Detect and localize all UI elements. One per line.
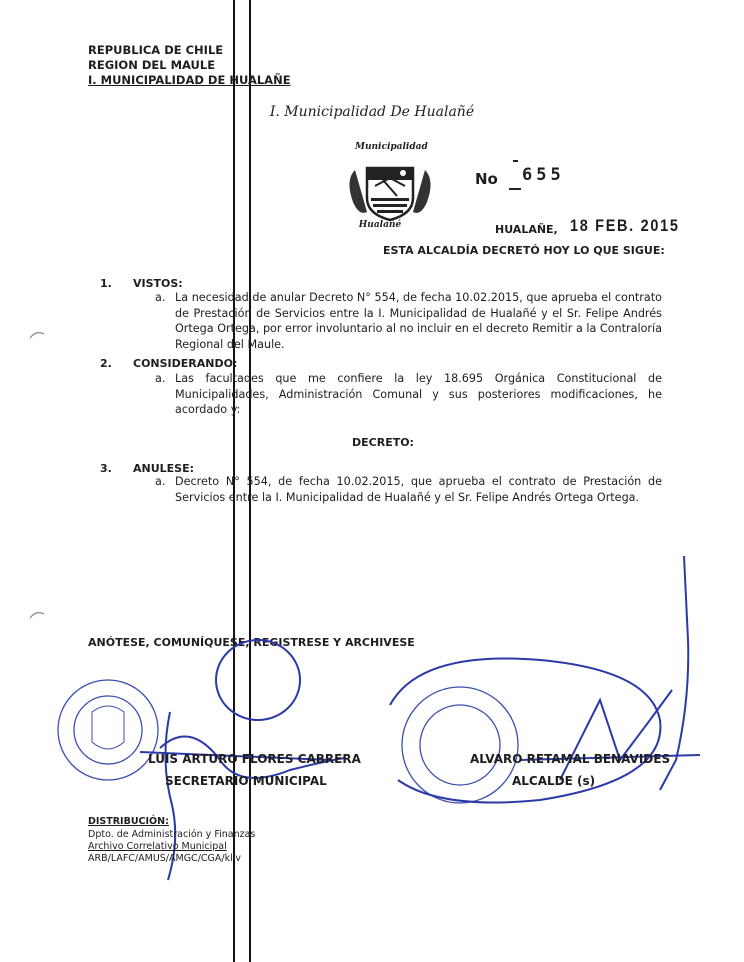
section-1-heading: VISTOS: — [133, 277, 183, 290]
emblem-bottom-text: Hualañé — [358, 220, 402, 230]
section-2-heading: CONSIDERANDO: — [133, 357, 238, 370]
decree-intro: ESTA ALCALDÍA DECRETÓ HOY LO QUE SIGUE: — [383, 244, 665, 257]
decree-heading: DECRETO: — [352, 436, 414, 449]
right-stamp-icon — [402, 687, 518, 803]
secretary-title: SECRETARIO MUNICIPAL — [165, 774, 327, 788]
header-country: REPUBLICA DE CHILE — [88, 43, 224, 57]
distribution-line-2: Archivo Correlativo Municipal — [88, 841, 227, 852]
date-value: 18 FEB. 2015 — [570, 216, 680, 235]
section-2-item-text: Las facultades que me confiere la ley 18.695 Orgánica Constitucional de Municipalidades, Administración Comunal y sus posteriores modificaciones, he acordado y: — [175, 372, 662, 416]
section-1-item-text: La necesidad de anular Decreto N° 554, de fecha 10.02.2015, que aprueba el contrato de Prestación de Servicios entre la I. Municipalidad de Hualañé y el Sr. Felipe Andrés Ortega Ortega, por error involuntario al no incluir en el decreto Remitir a la Contraloría Regional del Maule. — [175, 291, 662, 351]
document-title: I. Municipalidad De Hualañé — [269, 104, 475, 120]
section-3-heading: ANULESE: — [133, 462, 195, 475]
secretary-name: LUIS ARTURO FLORES CABRERA — [148, 752, 361, 766]
section-1-item-letter: a. — [155, 291, 166, 304]
section-3-item-letter: a. — [155, 475, 166, 488]
distribution-line-1: Dpto. de Administración y Finanzas — [88, 829, 256, 840]
header-region: REGION DEL MAULE — [88, 58, 216, 72]
header-municipality: I. MUNICIPALIDAD DE HUALAÑE — [88, 73, 291, 87]
mayor-name: ALVARO RETAMAL BENAVIDES — [470, 752, 671, 766]
section-3-item-text: Decreto N° 554, de fecha 10.02.2015, que aprueba el contrato de Prestación de Servicios entre la I. Municipalidad de Hualañé y el Sr. Felipe Andrés Ortega Ortega. — [175, 475, 662, 504]
distribution-line-3: ARB/LAFC/AMUS/AMGC/CGA/kliv — [88, 853, 241, 864]
section-2-number: 2. — [100, 357, 112, 370]
emblem-arc-text: Municipalidad — [355, 142, 428, 152]
folio-label: No — [475, 170, 498, 188]
section-1-number: 1. — [100, 277, 112, 290]
date-place: HUALAÑE, — [495, 223, 558, 236]
section-2-item-letter: a. — [155, 372, 166, 385]
distribution-heading: DISTRIBUCIÓN: — [88, 816, 169, 827]
folio-number: 655 — [522, 165, 565, 185]
left-stamp-icon — [58, 680, 158, 780]
mayor-title: ALCALDE (s) — [512, 774, 596, 788]
closing-formula: ANÓTESE, COMUNÍQUESE, REGISTRESE Y ARCHIVESE — [88, 636, 415, 649]
section-3-number: 3. — [100, 462, 112, 475]
